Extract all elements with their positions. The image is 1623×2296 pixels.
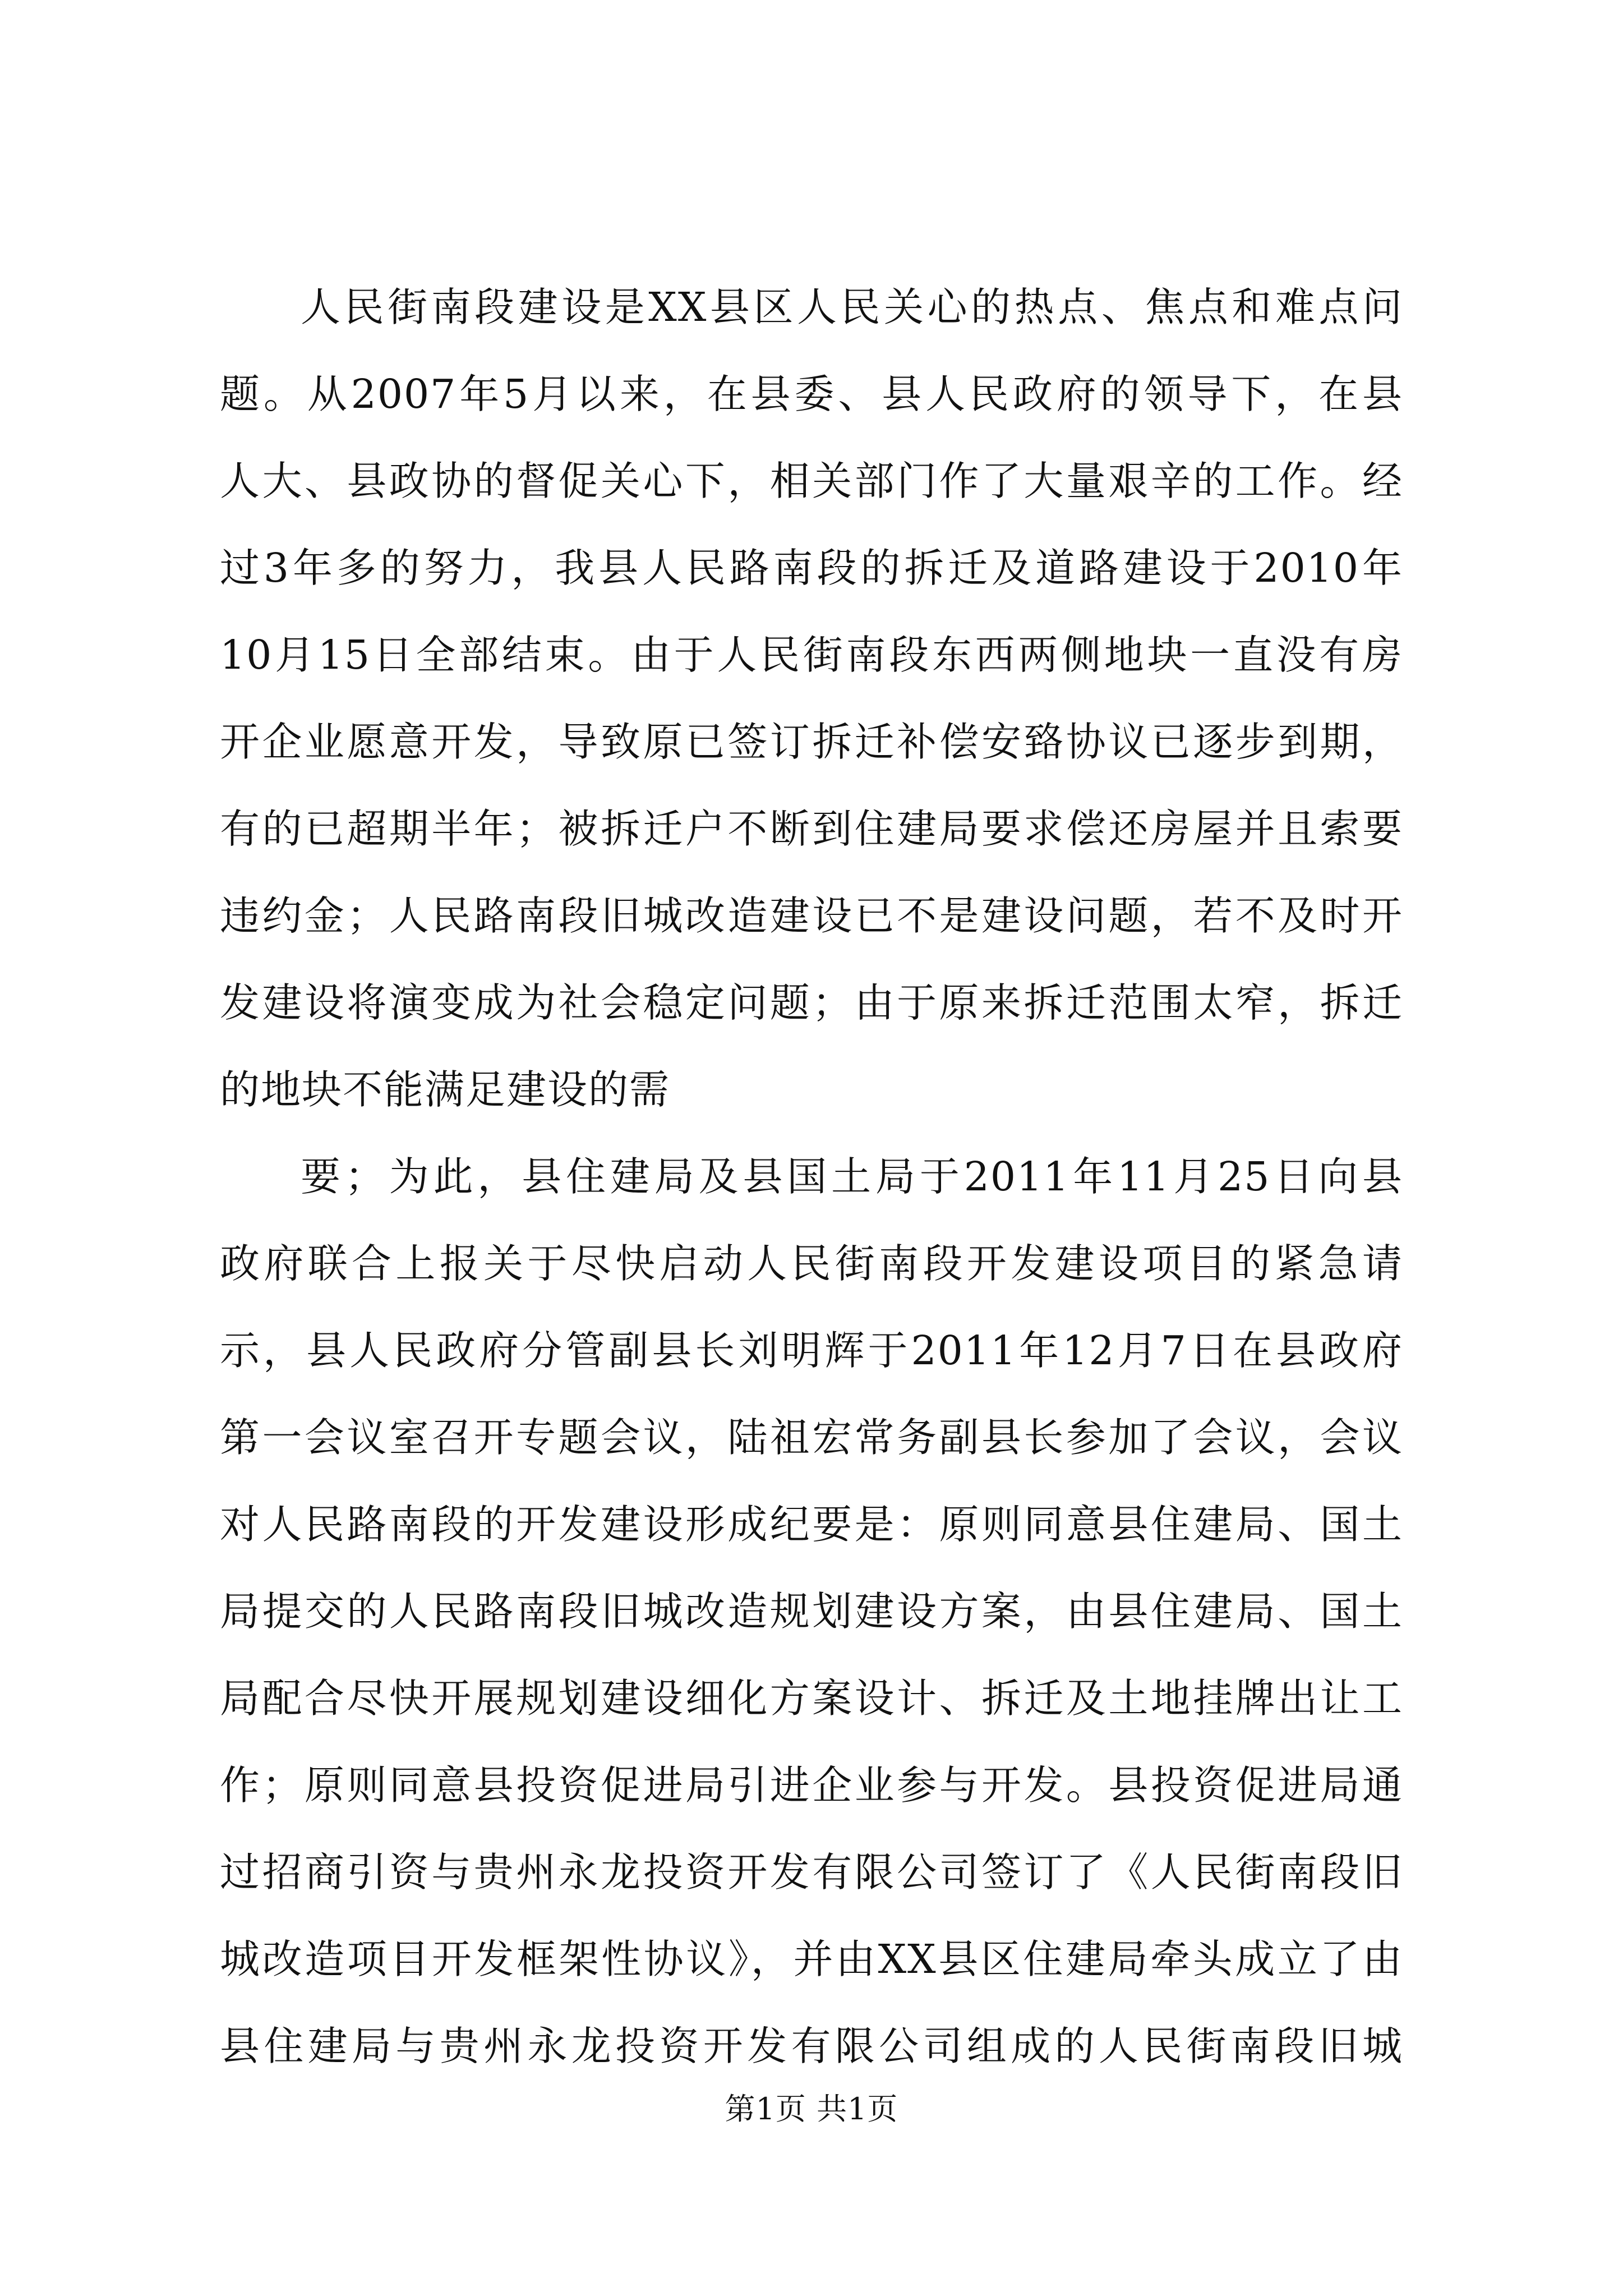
text-line: 局配合尽快开展规划建设细化方案设计、拆迁及土地挂牌出让工: [220, 1675, 1403, 1722]
text-line: 对人民路南段的开发建设形成纪要是：原则同意县住建局、国土: [220, 1501, 1403, 1548]
document-body: [220, 264, 1403, 2090]
text-line: 县住建局与贵州永龙投资开发有限公司组成的人民街南段旧城: [220, 2023, 1403, 2069]
text-line: 示，县人民政府分管副县长刘明辉于2011年12月7日在县政府: [220, 1327, 1403, 1374]
text-line: 发建设将演变成为社会稳定问题；由于原来拆迁范围太窄，拆迁: [220, 979, 1403, 1026]
text-line: 过3年多的努力，我县人民路南段的拆迁及道路建设于2010年: [220, 545, 1403, 591]
text-line: 题。从2007年5月以来，在县委、县人民政府的领导下，在县: [220, 371, 1403, 417]
text-line: 10月15日全部结束。由于人民街南段东西两侧地块一直没有房: [220, 632, 1403, 678]
text-line: 第一会议室召开专题会议，陆祖宏常务副县长参加了会议，会议: [220, 1414, 1403, 1461]
text-line: 人民街南段建设是XX县区人民关心的热点、焦点和难点问: [301, 284, 1403, 330]
text-line: 人大、县政协的督促关心下，相关部门作了大量艰辛的工作。经: [220, 458, 1403, 504]
page-number-footer: 第1页 共1页: [725, 2091, 898, 2127]
text-line: 违约金；人民路南段旧城改造建设已不是建设问题，若不及时开: [220, 892, 1403, 939]
text-line: 政府联合上报关于尽快启动人民街南段开发建设项目的紧急请: [220, 1240, 1403, 1287]
text-line: 有的已超期半年；被拆迁户不断到住建局要求偿还房屋并且索要: [220, 806, 1403, 852]
text-line: 作；原则同意县投资促进局引进企业参与开发。县投资促进局通: [220, 1762, 1403, 1809]
text-line: 城改造项目开发框架性协议》，并由XX县区住建局牵头成立了由: [220, 1936, 1403, 1982]
paragraph: [220, 1133, 1403, 2090]
text-line: 要；为此，县住建局及县国土局于2011年11月25日向县: [301, 1153, 1403, 1200]
paragraph: [220, 264, 1403, 1133]
text-line: 开企业愿意开发，导致原已签订拆迁补偿安臵协议已逐步到期，: [220, 719, 1403, 765]
text-line: 过招商引资与贵州永龙投资开发有限公司签订了《人民街南段旧: [220, 1849, 1403, 1895]
text-line: 的地块不能满足建设的需: [220, 1066, 671, 1113]
text-line: 局提交的人民路南段旧城改造规划建设方案，由县住建局、国土: [220, 1588, 1403, 1635]
